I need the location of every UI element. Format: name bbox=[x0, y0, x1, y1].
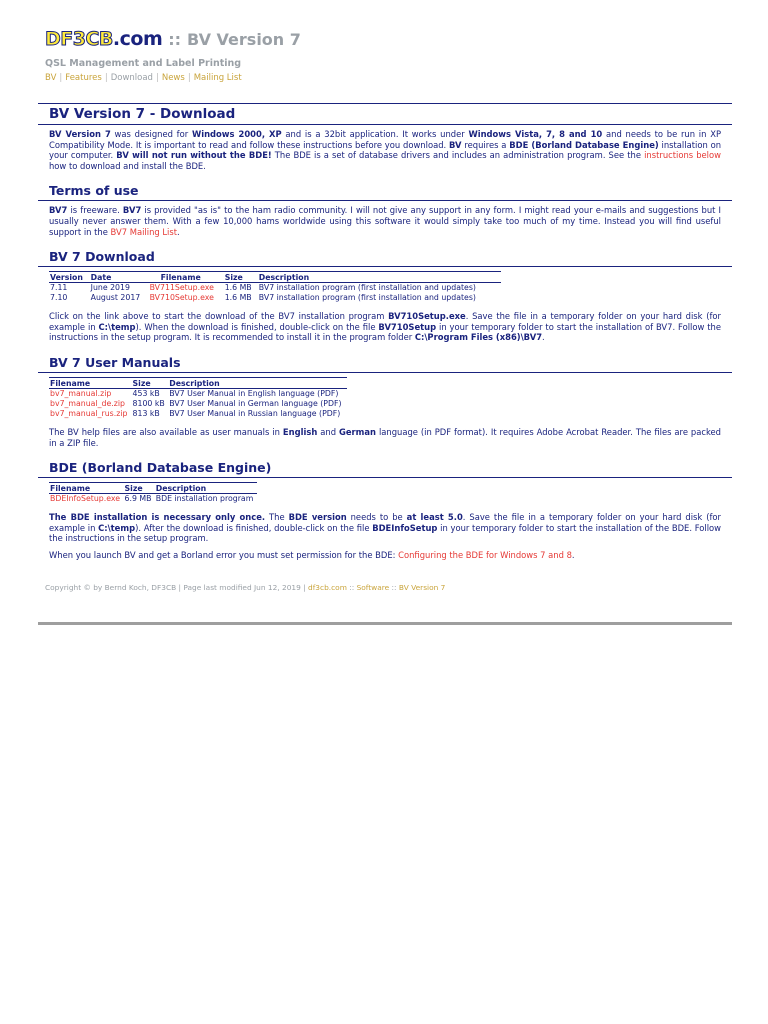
site-title: BV Version 7 bbox=[187, 30, 301, 49]
manual-link-russian[interactable]: bv7_manual_rus.zip bbox=[50, 408, 128, 418]
page bbox=[38, 28, 732, 592]
title-separator: :: bbox=[168, 30, 182, 49]
logo-main-text: DF3CB bbox=[45, 28, 113, 50]
download-instructions: Click on the link above to start the download of the BV7 installation program BV710Setup.exe. Save the file in a temporary folder on your hard disk (for example in C:\temp). When the download is finished, double-click on the file BV710Setup in your temporary folder to start the installation of BV7. Follow the instructions in the setup program. It is recommended to install it in the program folder C:\Program Files (x86)\BV7. bbox=[49, 311, 721, 343]
table-row: 7.11 June 2019 BV711Setup.exe 1.6 MB BV7 installation program (first installation and updates) bbox=[50, 283, 476, 293]
table-header-row: Filename Size Description bbox=[49, 377, 347, 388]
download-table bbox=[49, 271, 501, 303]
logo-domain-text: .com bbox=[112, 28, 163, 50]
footer: Copyright © by Bernd Koch, DF3CB | Page last modified Jun 12, 2019 | df3cb.com :: Software :: BV Version 7 bbox=[45, 582, 446, 592]
nav-divider: | bbox=[155, 73, 159, 83]
manual-link-german[interactable]: bv7_manual_de.zip bbox=[50, 398, 125, 408]
download-heading: BV 7 Download bbox=[38, 249, 732, 267]
bde-download-link[interactable]: BDEInfoSetup.exe bbox=[50, 494, 121, 504]
page-title: BV Version 7 - Download bbox=[38, 106, 732, 125]
download-link-bv711[interactable]: BV711Setup.exe bbox=[149, 283, 214, 293]
footer-link-bv7[interactable]: BV Version 7 bbox=[398, 582, 446, 592]
nav-divider: | bbox=[104, 73, 108, 83]
nav-link-bv[interactable]: BV bbox=[45, 73, 57, 83]
table-row: bv7_manual_de.zip 8100 kB BV7 User Manual in German language (PDF) bbox=[50, 398, 342, 408]
top-nav bbox=[45, 73, 732, 83]
table-row: bv7_manual_rus.zip 813 kB BV7 User Manual in Russian language (PDF) bbox=[50, 408, 341, 418]
manuals-paragraph: The BV help files are also available as user manuals in English and German language (in PDF format). It requires Adobe Acrobat Reader. The files are packed in a ZIP file. bbox=[49, 426, 721, 448]
nav-divider: | bbox=[59, 73, 63, 83]
table-header-row: Version Date Filename Size Description bbox=[49, 272, 501, 283]
bde-heading: BDE (Borland Database Engine) bbox=[38, 460, 732, 478]
bde-table bbox=[49, 482, 257, 504]
table-row: bv7_manual.zip 453 kB BV7 User Manual in English language (PDF) bbox=[50, 388, 339, 398]
mailing-list-link[interactable]: BV7 Mailing List bbox=[110, 226, 178, 237]
site-logo[interactable] bbox=[45, 28, 162, 50]
nav-link-download[interactable]: Download bbox=[110, 73, 153, 83]
terms-paragraph: BV7 is freeware. BV7 is provided "as is" to the ham radio community. I will not give any support in any form. I might read your e-mails and suggestions but I usually never answer them. With a few 10,000 hams worldwide using this software it would simply take too much of my time. Instead you will find useful support in the BV7 Mailing List. bbox=[49, 205, 721, 237]
table-header-row: Filename Size Description bbox=[49, 483, 257, 494]
nav-link-features[interactable]: Features bbox=[65, 73, 102, 83]
configure-bde-link[interactable]: Configuring the BDE for Windows 7 and 8 bbox=[398, 549, 572, 560]
page-bottom-shadow bbox=[38, 622, 732, 625]
manuals-heading: BV 7 User Manuals bbox=[38, 355, 732, 373]
table-row: BDEInfoSetup.exe 6.9 MB BDE installation program bbox=[50, 494, 254, 504]
manual-link-english[interactable]: bv7_manual.zip bbox=[50, 388, 112, 398]
bde-paragraph: The BDE installation is necessary only once. The BDE version needs to be at least 5.0. Save the file in a temporary folder on your hard disk (for example in C:\temp). After the download is finished, double-click on the file BDEInfoSetup in your temporary folder to start the installation of the BDE. Follow the instructions in the setup program. bbox=[49, 512, 721, 544]
footer-link-home[interactable]: df3cb.com bbox=[308, 582, 347, 592]
nav-link-mailing-list[interactable]: Mailing List bbox=[193, 73, 242, 83]
page-title-wrap bbox=[38, 103, 732, 125]
site-header bbox=[45, 28, 732, 58]
table-row: 7.10 August 2017 BV710Setup.exe 1.6 MB BV7 installation program (first installation and updates) bbox=[50, 293, 476, 303]
nav-link-news[interactable]: News bbox=[161, 73, 185, 83]
footer-link-software[interactable]: Software bbox=[356, 582, 390, 592]
manuals-table bbox=[49, 377, 347, 419]
instructions-link[interactable]: instructions below bbox=[644, 150, 721, 161]
bde-permission-paragraph: When you launch BV and get a Borland error you must set permission for the BDE: Configuring the BDE for Windows 7 and 8. bbox=[49, 549, 575, 560]
nav-divider: | bbox=[187, 73, 191, 83]
intro-paragraph: BV Version 7 was designed for Windows 2000, XP and is a 32bit application. It works under Windows Vista, 7, 8 and 10 and needs to be run in XP Compatibility Mode. It is important to read and follow these instructions before you download. BV requires a BDE (Borland Database Engine) installation on your computer. BV will not run without the BDE! The BDE is a set of database drivers and includes an administration program. See the instructions below how to download and install the BDE. bbox=[49, 129, 722, 171]
terms-heading: Terms of use bbox=[38, 183, 732, 201]
download-link-bv710[interactable]: BV710Setup.exe bbox=[149, 293, 214, 303]
tagline: QSL Management and Label Printing bbox=[45, 58, 242, 69]
